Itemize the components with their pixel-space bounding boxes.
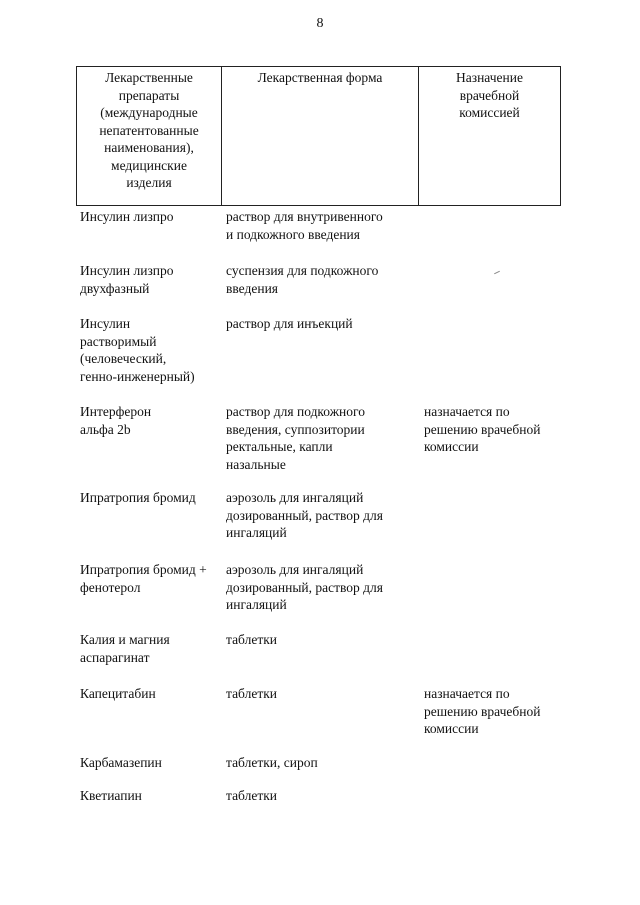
commission-note <box>424 208 560 262</box>
dosage-form: аэрозоль для ингаляций дозированный, раствор для ингаляций <box>226 562 383 612</box>
drug-name: Карбамазепин <box>80 755 162 770</box>
dosage-form: аэрозоль для ингаляций дозированный, раствор для ингаляций <box>226 490 383 540</box>
dosage-form: таблетки <box>226 632 278 647</box>
dosage-form: таблетки <box>226 686 278 701</box>
commission-note: назначается по решению врачебной комиссии <box>424 686 541 736</box>
dosage-form: раствор для внутривенного и подкожного введения <box>226 209 383 242</box>
header-commission: Назначение врачебной комиссией <box>456 70 523 120</box>
table-row <box>80 754 560 787</box>
table-body <box>80 208 560 807</box>
drug-name: Ипратропия бромид <box>80 490 196 505</box>
dosage-form: суспензия для подкожного введения <box>226 263 379 296</box>
table-header <box>76 66 561 206</box>
table-row <box>80 685 560 754</box>
commission-note <box>424 631 560 685</box>
commission-note <box>424 489 560 561</box>
drug-name: Капецитабин <box>80 686 156 701</box>
commission-note <box>424 315 560 403</box>
dosage-form: раствор для подкожного введения, суппозитории ректальные, капли назальные <box>226 404 365 472</box>
drug-name: Инсулин растворимый (человеческий, генно-инженерный) <box>80 316 195 384</box>
commission-note: назначается по решению врачебной комиссии <box>424 404 541 454</box>
header-drug-names: Лекарственные препараты (международные непатентованные наименования), медицинские изделия <box>77 67 222 205</box>
drug-name: Калия и магния аспарагинат <box>80 632 170 665</box>
table-row <box>80 561 560 631</box>
drug-name: Кветиапин <box>80 788 142 803</box>
drug-name: Инсулин лизпро двухфазный <box>80 263 174 296</box>
table-row <box>80 403 560 489</box>
commission-note <box>424 262 560 315</box>
dosage-form: таблетки <box>226 788 278 803</box>
table-row <box>80 631 560 685</box>
commission-note <box>424 561 560 631</box>
commission-note <box>424 754 560 787</box>
drug-name: Интерферон альфа 2b <box>80 404 152 437</box>
commission-note <box>424 787 560 807</box>
drug-name: Ипратропия бромид + фенотерол <box>80 562 207 595</box>
dosage-form: раствор для инъекций <box>226 316 353 331</box>
drug-name: Инсулин лизпро <box>80 209 174 224</box>
dosage-form: таблетки, сироп <box>226 755 318 770</box>
table-row <box>80 787 560 807</box>
header-dosage-form: Лекарственная форма <box>222 67 419 205</box>
table-row <box>80 208 560 262</box>
page-number: 8 <box>316 16 324 31</box>
table-row <box>80 262 560 315</box>
table-row <box>80 489 560 561</box>
table-row <box>80 315 560 403</box>
